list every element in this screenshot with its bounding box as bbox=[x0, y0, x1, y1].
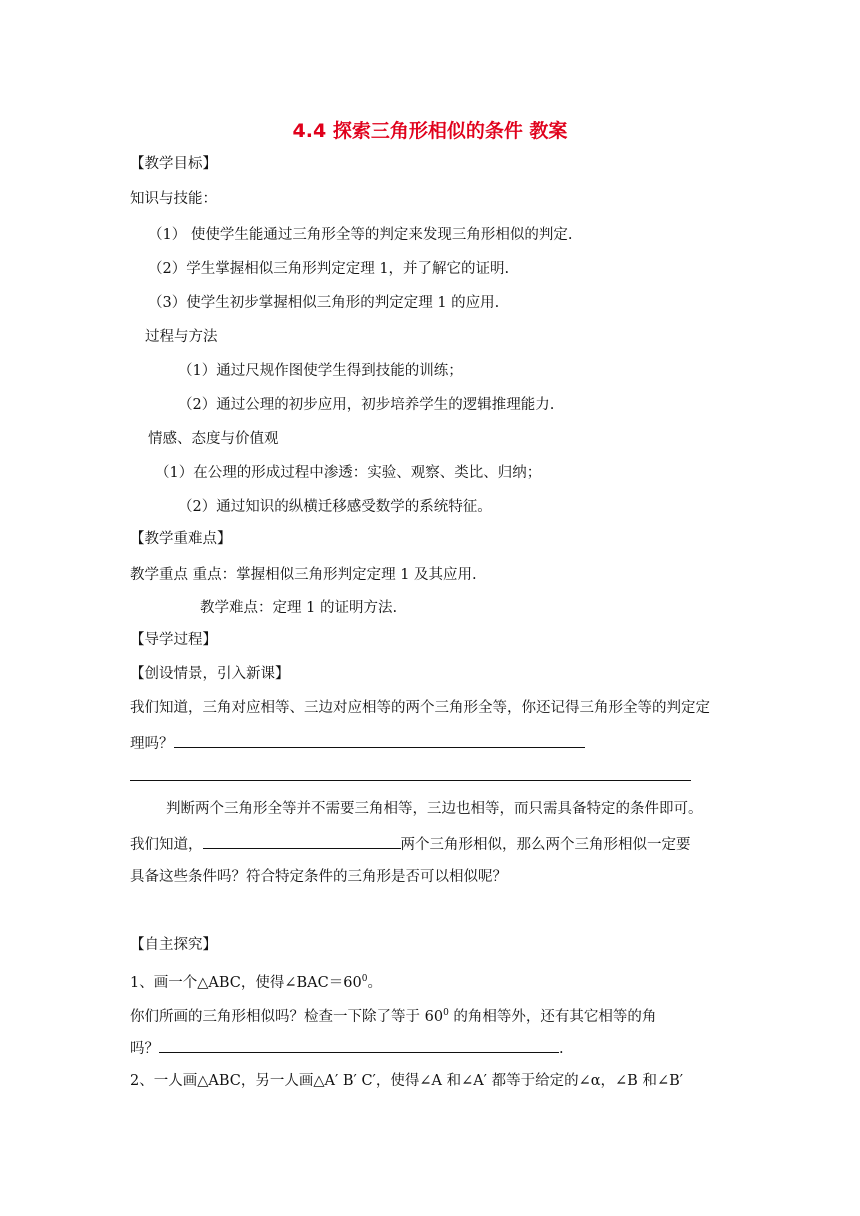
section-heading-goals: 【教学目标】 bbox=[130, 156, 217, 172]
q1-text: 1、画一个△ABC，使得∠BAC＝60 bbox=[130, 974, 362, 991]
explore-question-2: 2、一人画△ABC，另一人画△A′ B′ C′，使得∠A 和∠A′ 都等于给定的∠α，∠B 和∠B′ bbox=[130, 1073, 684, 1089]
answer-blank[interactable] bbox=[159, 1037, 559, 1053]
intro-paragraph-line-2 bbox=[130, 732, 585, 754]
difficulty-line: 教学难点：定理 1 的证明方法. bbox=[200, 600, 398, 616]
intro-text-b: 两个三角形相似，那么两个三角形相似一定要 bbox=[400, 837, 691, 853]
process-item-1: （1）通过尺规作图使学生得到技能的训练； bbox=[178, 363, 463, 379]
answer-blank[interactable] bbox=[174, 732, 585, 748]
q1-body-b: 的角相等外，还有其它相等的角 bbox=[448, 1008, 657, 1025]
section-heading-explore: 【自主探究】 bbox=[130, 937, 217, 953]
intro-paragraph2-line-2 bbox=[130, 833, 691, 855]
knowledge-heading: 知识与技能： bbox=[130, 191, 217, 207]
intro-paragraph2-line-3: 具备这些条件吗？符合特定条件的三角形是否可以相似呢？ bbox=[130, 869, 507, 885]
intro-paragraph2-line-1: 判断两个三角形全等并不需要三角相等，三边也相等，而只需具备特定的条件即可。 bbox=[166, 801, 703, 817]
degree-sup: 0 bbox=[443, 1008, 449, 1018]
answer-blank[interactable] bbox=[203, 833, 401, 849]
knowledge-item-3: （3）使学生初步掌握相似三角形的判定定理 1 的应用. bbox=[148, 295, 500, 311]
degree-sup: 0 bbox=[361, 974, 368, 984]
explore-question-1 bbox=[130, 969, 382, 993]
emotion-item-2: （2）通过知识的纵横迁移感受数学的系统特征。 bbox=[178, 499, 492, 515]
section-heading-intro: 【创设情景，引入新课】 bbox=[130, 666, 290, 682]
intro-paragraph-line-1: 我们知道，三角对应相等、三边对应相等的两个三角形全等，你还记得三角形全等的判定定 bbox=[130, 700, 710, 716]
q1-end: 。 bbox=[367, 974, 382, 991]
explore-question-1-text bbox=[130, 1003, 656, 1027]
q1-body-c: 吗？ bbox=[130, 1041, 159, 1057]
focus-line: 教学重点 重点：掌握相似三角形判定定理 1 及其应用. bbox=[130, 567, 477, 583]
explore-question-1-text-2 bbox=[130, 1037, 564, 1059]
emotion-heading: 情感、态度与价值观 bbox=[148, 431, 279, 447]
q1-period: . bbox=[559, 1041, 564, 1057]
section-heading-key-points: 【教学重难点】 bbox=[130, 531, 232, 547]
intro-text-a: 我们知道， bbox=[130, 837, 203, 853]
q1-body-a: 你们所画的三角形相似吗？检查一下除了等于 60 bbox=[130, 1008, 444, 1025]
page-title: 4.4 探索三角形相似的条件 教案 bbox=[292, 120, 568, 142]
process-heading: 过程与方法 bbox=[145, 329, 218, 345]
section-heading-process: 【导学过程】 bbox=[130, 632, 217, 648]
emotion-item-1: （1）在公理的形成过程中渗透：实验、观察、类比、归纳； bbox=[155, 465, 542, 481]
knowledge-item-1: （1） 使使学生能通过三角形全等的判定来发现三角形相似的判定. bbox=[148, 227, 573, 243]
intro-question-text: 理吗？ bbox=[130, 736, 174, 752]
process-item-2: （2）通过公理的初步应用，初步培养学生的逻辑推理能力. bbox=[178, 397, 555, 413]
answer-blank-full-line[interactable] bbox=[130, 780, 691, 781]
knowledge-item-2: （2）学生掌握相似三角形判定定理 1，并了解它的证明. bbox=[148, 261, 510, 277]
